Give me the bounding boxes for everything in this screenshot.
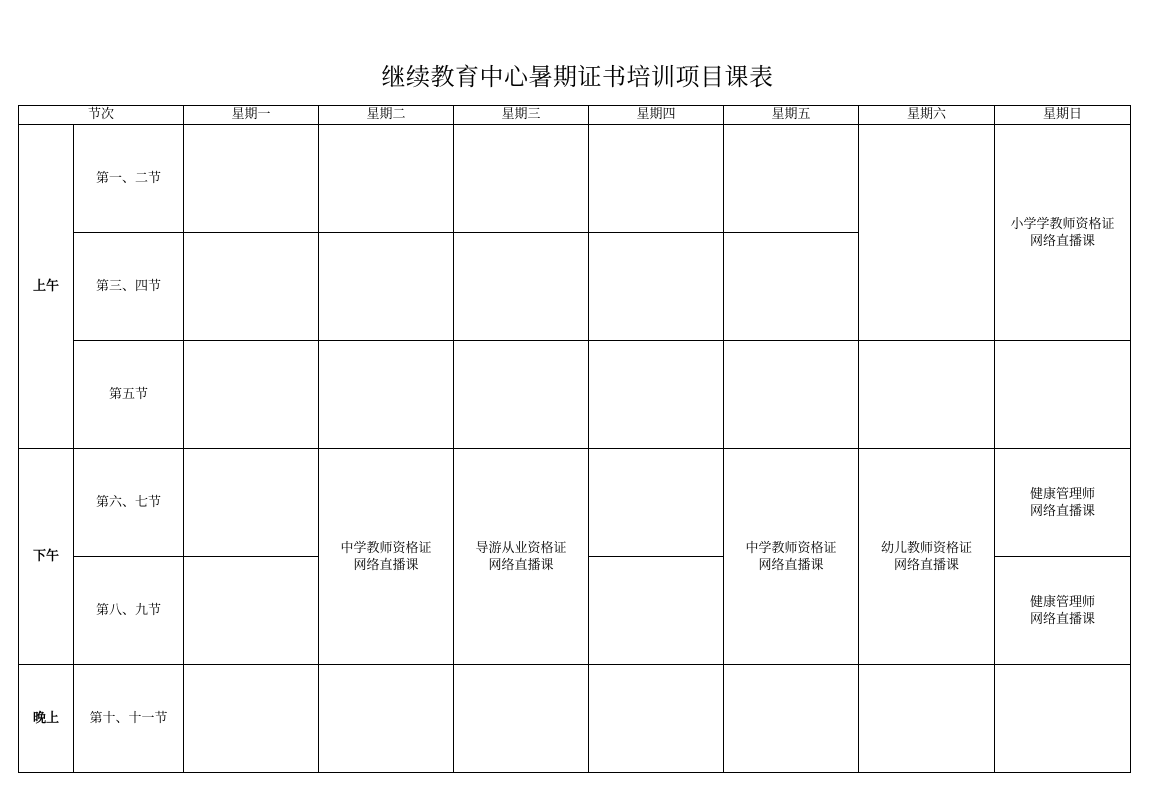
header-day-mon: 星期一	[184, 106, 319, 125]
course-name: 中学教师资格证	[745, 540, 837, 556]
period-cell: 第六、七节	[74, 449, 184, 557]
empty-cell	[319, 341, 454, 449]
course-cell	[454, 449, 589, 665]
table-row	[19, 341, 1131, 449]
course-name: 幼儿教师资格证	[881, 540, 973, 556]
empty-cell	[184, 449, 319, 557]
course-name: 健康管理师	[1030, 594, 1096, 610]
table-row	[19, 125, 1131, 233]
period-cell: 第五节	[74, 341, 184, 449]
empty-cell	[724, 341, 859, 449]
empty-cell	[724, 125, 859, 233]
empty-cell	[184, 125, 319, 233]
course-cell	[995, 125, 1131, 341]
course-type: 网络直播课	[1030, 233, 1096, 249]
empty-cell	[589, 233, 724, 341]
course-cell	[724, 449, 859, 665]
table-row	[19, 665, 1131, 773]
empty-cell	[454, 125, 589, 233]
session-evening: 晚上	[19, 665, 74, 773]
course-cell	[995, 557, 1131, 665]
empty-cell	[589, 125, 724, 233]
course-cell	[319, 449, 454, 665]
empty-cell	[319, 233, 454, 341]
header-row	[19, 106, 1131, 125]
course-name: 导游从业资格证	[475, 540, 567, 556]
course-cell	[995, 449, 1131, 557]
course-name: 中学教师资格证	[340, 540, 432, 556]
session-morning: 上午	[19, 125, 74, 449]
page-title: 继续教育中心暑期证书培训项目课表	[381, 63, 774, 91]
empty-cell	[724, 665, 859, 773]
empty-cell	[184, 341, 319, 449]
course-name: 健康管理师	[1030, 486, 1096, 502]
empty-cell	[454, 341, 589, 449]
period-cell: 第十、十一节	[74, 665, 184, 773]
header-day-thu: 星期四	[589, 106, 724, 125]
empty-cell	[589, 449, 724, 557]
course-name: 小学学教师资格证	[1010, 216, 1115, 232]
period-cell: 第八、九节	[74, 557, 184, 665]
course-type: 网络直播课	[758, 557, 824, 573]
course-type: 网络直播课	[1030, 611, 1096, 627]
header-period: 节次	[19, 106, 184, 125]
session-afternoon: 下午	[19, 449, 74, 665]
header-day-sun: 星期日	[995, 106, 1131, 125]
empty-cell	[589, 557, 724, 665]
course-type: 网络直播课	[353, 557, 419, 573]
empty-cell	[319, 125, 454, 233]
course-type: 网络直播课	[488, 557, 554, 573]
period-cell: 第三、四节	[74, 233, 184, 341]
header-day-wed: 星期三	[454, 106, 589, 125]
empty-cell	[184, 557, 319, 665]
header-day-fri: 星期五	[724, 106, 859, 125]
empty-cell	[454, 665, 589, 773]
empty-cell	[859, 665, 995, 773]
empty-cell	[454, 233, 589, 341]
empty-cell	[995, 665, 1131, 773]
empty-cell	[184, 233, 319, 341]
empty-cell	[995, 341, 1131, 449]
empty-cell	[859, 341, 995, 449]
empty-cell	[859, 125, 995, 341]
course-cell	[859, 449, 995, 665]
period-cell: 第一、二节	[74, 125, 184, 233]
empty-cell	[724, 233, 859, 341]
schedule-table	[18, 105, 1131, 773]
empty-cell	[589, 341, 724, 449]
empty-cell	[184, 665, 319, 773]
course-type: 网络直播课	[1030, 503, 1096, 519]
table-row	[19, 449, 1131, 557]
course-type: 网络直播课	[894, 557, 960, 573]
empty-cell	[319, 665, 454, 773]
header-day-tue: 星期二	[319, 106, 454, 125]
empty-cell	[589, 665, 724, 773]
header-day-sat: 星期六	[859, 106, 995, 125]
